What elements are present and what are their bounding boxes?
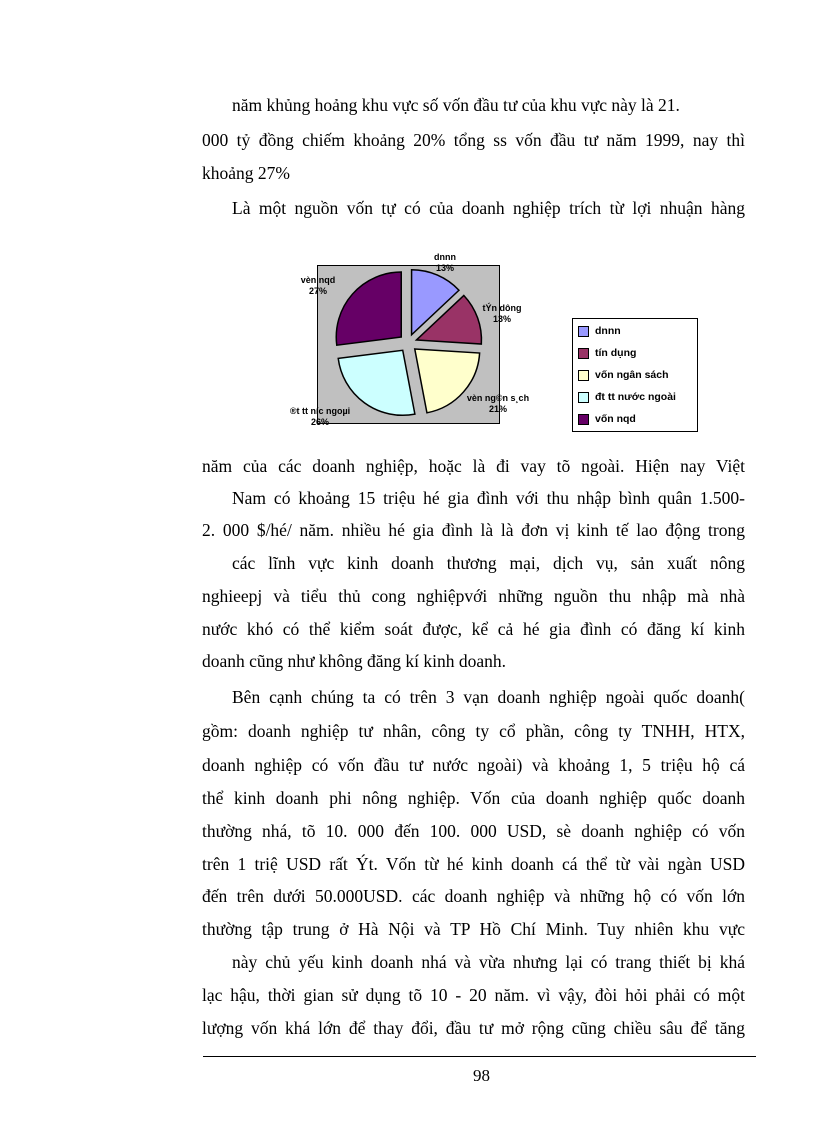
text-line: gồm: doanh nghiệp tư nhân, công ty cổ phần, công ty TNHH, HTX,: [202, 721, 745, 741]
text-line: doanh cũng như không đăng kí kinh doanh.: [202, 651, 507, 671]
legend-item-dt-tt-nuoc-ngoai: [578, 389, 676, 405]
slice-label-von-nqd: vèn nqd 27%: [300, 275, 336, 296]
legend-label: vốn ngân sách: [595, 369, 669, 381]
text-line: thường tập trung ở Hà Nội và TP Hồ Chí Minh. Tuy nhiên khu vực: [202, 919, 745, 939]
legend-swatch: [578, 370, 589, 381]
legend-swatch: [578, 414, 589, 425]
legend-item-tin-dung: [578, 345, 636, 361]
page-number: 98: [473, 1066, 490, 1085]
text-line: trên 1 triệ USD rất Ýt. Vốn từ hé kinh doanh cá thể từ vài ngàn USD: [202, 854, 745, 874]
text-line: khoảng 27%: [202, 163, 290, 183]
legend-swatch: [578, 326, 589, 337]
legend-swatch: [578, 348, 589, 359]
slice-label-von-ngan-sach: vèn ng©n s¸ch 21%: [466, 393, 530, 414]
legend-swatch: [578, 392, 589, 403]
text-line: 000 tỷ đồng chiếm khoảng 20% tổng ss vốn đầu tư năm 1999, nay thì: [202, 130, 745, 150]
chart-legend: [572, 318, 698, 432]
text-line: 2. 000 $/hé/ năm. nhiều hé gia đình là là đơn vị kinh tế lao động trong: [202, 520, 745, 540]
footer-divider: [203, 1056, 756, 1057]
legend-label: vốn nqd: [595, 413, 636, 425]
pie-chart: [270, 240, 710, 440]
text-line: doanh nghiệp có vốn đầu tư nước ngoài) và khoảng 1, 5 triệu hộ cá: [202, 755, 745, 775]
legend-label: đt tt nước ngoài: [595, 391, 676, 403]
text-line: nghieepj và tiểu thủ cong nghiệpvới những nguồn thu nhập mà nhà: [202, 586, 745, 606]
text-line: năm của các doanh nghiệp, hoặc là đi vay tõ ngoài. Hiện nay Việt: [202, 456, 745, 476]
text-line: Là một nguồn vốn tự có của doanh nghiệp trích từ lợi nhuận hàng: [232, 198, 745, 218]
legend-label: tín dụng: [595, 347, 637, 359]
slice-label-dt-tt-nuoc-ngoai: ®t tt níc ngoµi 26%: [289, 406, 351, 427]
text-line: lạc hậu, thời gian sử dụng tõ 10 - 20 năm. vì vậy, đòi hỏi phải có một: [202, 985, 745, 1005]
text-line: thể kinh doanh phi nông nghiệp. Vốn của doanh nghiệp quốc doanh: [202, 788, 745, 808]
text-line: này chủ yếu kinh doanh nhá và vừa nhưng lại có trang thiết bị khá: [232, 952, 745, 972]
legend-label: dnnn: [595, 325, 621, 337]
text-line: đến trên dưới 50.000USD. các doanh nghiệp và những hộ có vốn lớn: [202, 886, 745, 906]
legend-item-von-ngan-sach: [578, 367, 669, 383]
text-line: Bên cạnh chúng ta có trên 3 vạn doanh nghiệp ngoài quốc doanh(: [232, 687, 745, 707]
slice-label-dnnn: dnnn 13%: [434, 252, 456, 273]
text-line: thường nhá, tõ 10. 000 đến 100. 000 USD, sè doanh nghiệp có vốn: [202, 821, 745, 841]
text-line: các lĩnh vực kinh doanh thương mại, dịch vụ, sản xuất nông: [232, 553, 745, 573]
legend-item-dnnn: [578, 323, 621, 339]
text-line: lượng vốn khá lớn để thay đổi, đầu tư mở rộng cũng chiều sâu để tăng: [202, 1018, 745, 1038]
slice-label-tin-dung: tÝn dông 13%: [482, 303, 522, 324]
legend-item-von-nqd: [578, 411, 636, 427]
text-line: Nam có khoảng 15 triệu hé gia đình với thu nhập bình quân 1.500-: [232, 488, 745, 508]
text-line: năm khủng hoảng khu vực số vốn đầu tư của khu vực này là 21.: [232, 95, 680, 115]
text-line: nước khó có thể kiểm soát được, kể cả hé gia đình có đăng kí kinh: [202, 619, 745, 639]
